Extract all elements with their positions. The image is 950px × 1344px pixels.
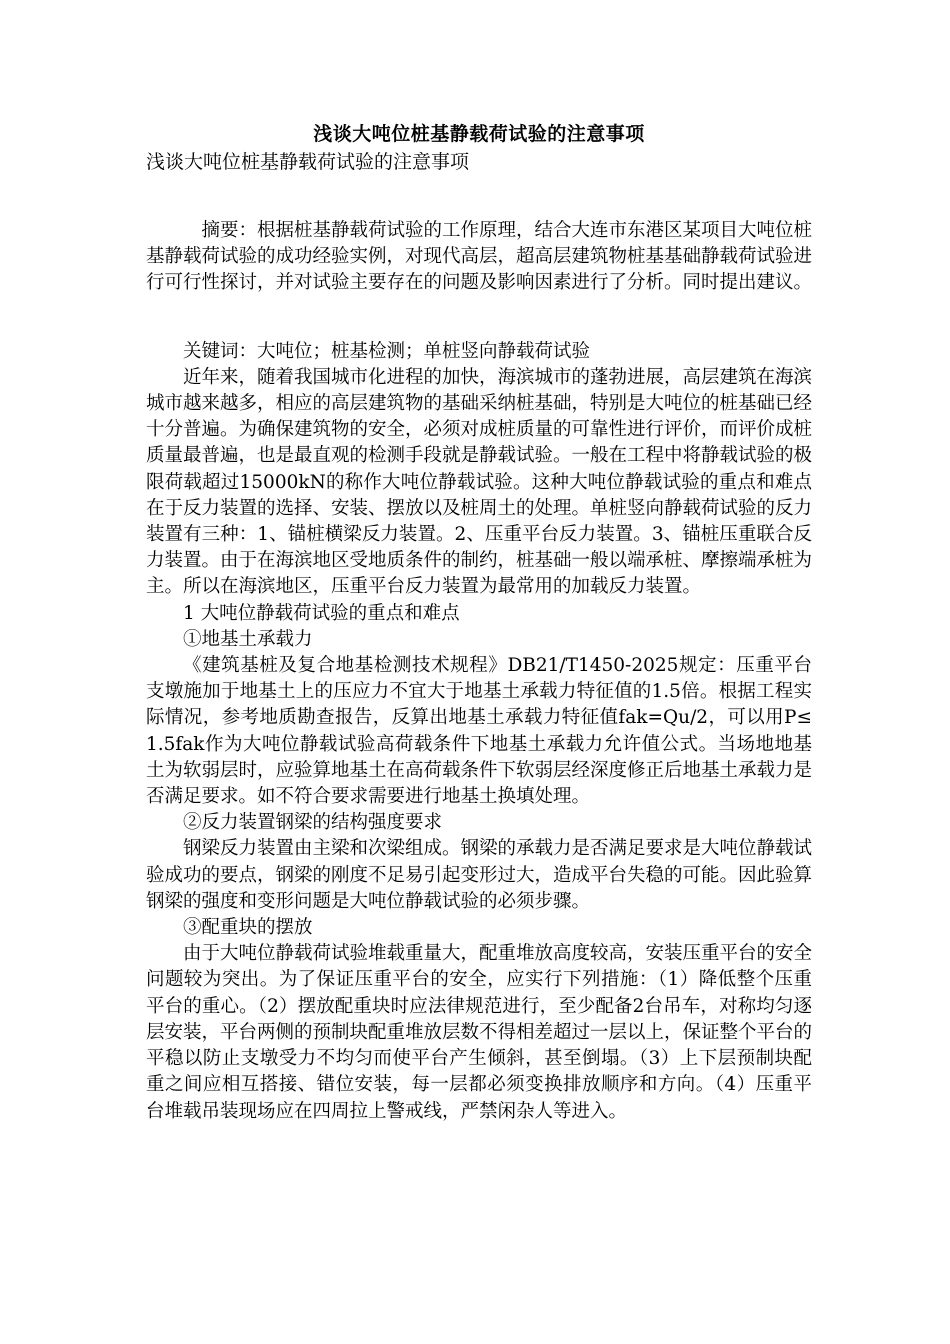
item-1-body: 《建筑基桩及复合地基检测技术规程》DB21/T1450-2025规定：压重平台支墩施加于地基土上的压应力不宜大于地基土承载力特征值的1.5倍。根据工程实际情况，参考地质勘查报告，反算出地基土承载力特征值fak=Qu/2，可以用P≤1.5fak作为大吨位静载试验高荷载条件下地基土承载力允许值公式。当场地地基土为软弱层时，应验算地基土在高荷载条件下软弱层经深度修正后地基土承载力是否满足要求。如不符合要求需要进行地基土换填处理。 — [146, 655, 813, 808]
item-2-heading: ②反力装置钢梁的结构强度要求 — [183, 812, 443, 834]
keywords-line: 关键词：大吨位；桩基检测；单桩竖向静载荷试验 — [183, 340, 591, 362]
item-2-body: 钢梁反力装置由主梁和次梁组成。钢梁的承载力是否满足要求是大吨位静载试验成功的要点，钢梁的刚度不足易引起变形过大，造成平台失稳的可能。因此验算钢梁的强度和变形问题是大吨位静载试验的必须步骤。 — [146, 838, 813, 912]
item-1-heading: ①地基土承载力 — [183, 628, 313, 650]
document-subtitle: 浅谈大吨位桩基静载荷试验的注意事项 — [146, 151, 470, 173]
item-3-heading: ③配重块的摆放 — [183, 917, 313, 939]
section-1-heading: 1 大吨位静载荷试验的重点和难点 — [183, 602, 460, 624]
item-3-body: 由于大吨位静载荷试验堆载重量大，配重堆放高度较高，安装压重平台的安全问题较为突出。为了保证压重平台的安全，应实行下列措施：（1）降低整个压重平台的重心。（2）摆放配重块时应法律规范进行，至少配备2台吊车，对称均匀逐层安装，平台两侧的预制块配重堆放层数不得相差超过一层以上，保证整个平台的平稳以防止支墩受力不均匀而使平台产生倾斜，甚至倒塌。（3）上下层预制块配重之间应相互搭接、错位安装，每一层都必须变换排放顺序和方向。（4）压重平台堆载吊装现场应在四周拉上警戒线，严禁闲杂人等进入。 — [146, 943, 813, 1122]
abstract-paragraph: 摘要：根据桩基静载荷试验的工作原理，结合大连市东港区某项目大吨位桩基静载荷试验的成功经验实例，对现代高层，超高层建筑物桩基基础静载荷试验进行可行性探讨，并对试验主要存在的问题及影响因素进行了分析。同时提出建议。 — [146, 220, 813, 294]
document-page — [146, 120, 812, 1125]
document-title: 浅谈大吨位桩基静载荷试验的注意事项 — [313, 123, 645, 145]
intro-paragraph: 近年来，随着我国城市化进程的加快，海滨城市的蓬勃进展，高层建筑在海滨城市越来越多，相应的高层建筑物的基础采纳桩基础，特别是大吨位的桩基础已经十分普遍。为确保建筑物的安全，必须对成桩质量的可靠性进行评价，而评价成桩质量最普遍，也是最直观的检测手段就是静载试验。一般在工程中将静载试验的极限荷载超过15000kN的称作大吨位静载试验。这种大吨位静载试验的重点和难点在于反力装置的选择、安装、摆放以及桩周土的处理。单桩竖向静载荷试验的反力装置有三种：1、锚桩横梁反力装置。2、压重平台反力装置。3、锚桩压重联合反力装置。由于在海滨地区受地质条件的制约，桩基础一般以端承桩、摩擦端承桩为主。所以在海滨地区，压重平台反力装置为最常用的加载反力装置。 — [146, 366, 813, 598]
